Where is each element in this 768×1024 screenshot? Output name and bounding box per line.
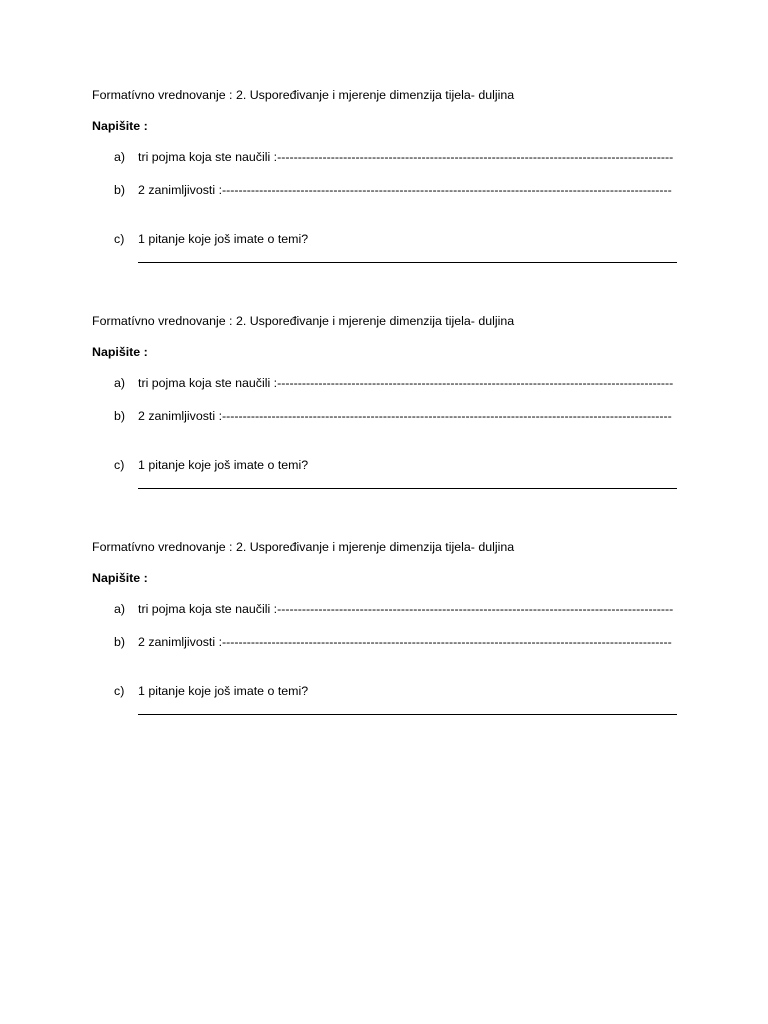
list-marker: c) [114,684,125,698]
instruction-label: Napišite : [92,571,148,585]
assessment-block [92,88,692,288]
assessment-title: Formatívno vrednovanje : 2. Uspoređivanje i mjerenje dimenzija tijela- duljina [92,314,515,328]
answer-line [138,714,677,715]
assessment-block [92,314,692,514]
list-marker: b) [114,635,126,649]
question-text: 1 pitanje koje još imate o temi? [138,458,309,472]
question-text: tri pojma koja ste naučili :------------------------------------------------------------------------------------------------ [138,150,674,164]
list-marker: c) [114,458,125,472]
question-text: tri pojma koja ste naučili :------------------------------------------------------------------------------------------------ [138,376,674,390]
list-marker: a) [114,376,126,390]
answer-line [138,262,677,263]
question-text: 2 zanimljivosti :------------------------------------------------------------------------------------------------------------- [138,183,672,197]
question-b [114,635,674,649]
instruction-label: Napišite : [92,119,148,133]
question-c [114,232,674,246]
question-c [114,684,674,698]
question-text: 2 zanimljivosti :------------------------------------------------------------------------------------------------------------- [138,409,672,423]
question-a [114,602,674,616]
list-marker: b) [114,183,126,197]
assessment-title: Formatívno vrednovanje : 2. Uspoređivanje i mjerenje dimenzija tijela- duljina [92,88,515,102]
assessment-title: Formatívno vrednovanje : 2. Uspoređivanje i mjerenje dimenzija tijela- duljina [92,540,515,554]
question-text: 1 pitanje koje još imate o temi? [138,684,309,698]
list-marker: c) [114,232,125,246]
question-text: 1 pitanje koje još imate o temi? [138,232,309,246]
question-c [114,458,674,472]
question-a [114,150,674,164]
list-marker: a) [114,602,126,616]
answer-line [138,488,677,489]
instruction-label: Napišite : [92,345,148,359]
list-marker: b) [114,409,126,423]
list-marker: a) [114,150,126,164]
question-a [114,376,674,390]
question-text: tri pojma koja ste naučili :------------------------------------------------------------------------------------------------ [138,602,674,616]
question-b [114,409,674,423]
question-text: 2 zanimljivosti :------------------------------------------------------------------------------------------------------------- [138,635,672,649]
assessment-block [92,540,692,740]
question-b [114,183,674,197]
